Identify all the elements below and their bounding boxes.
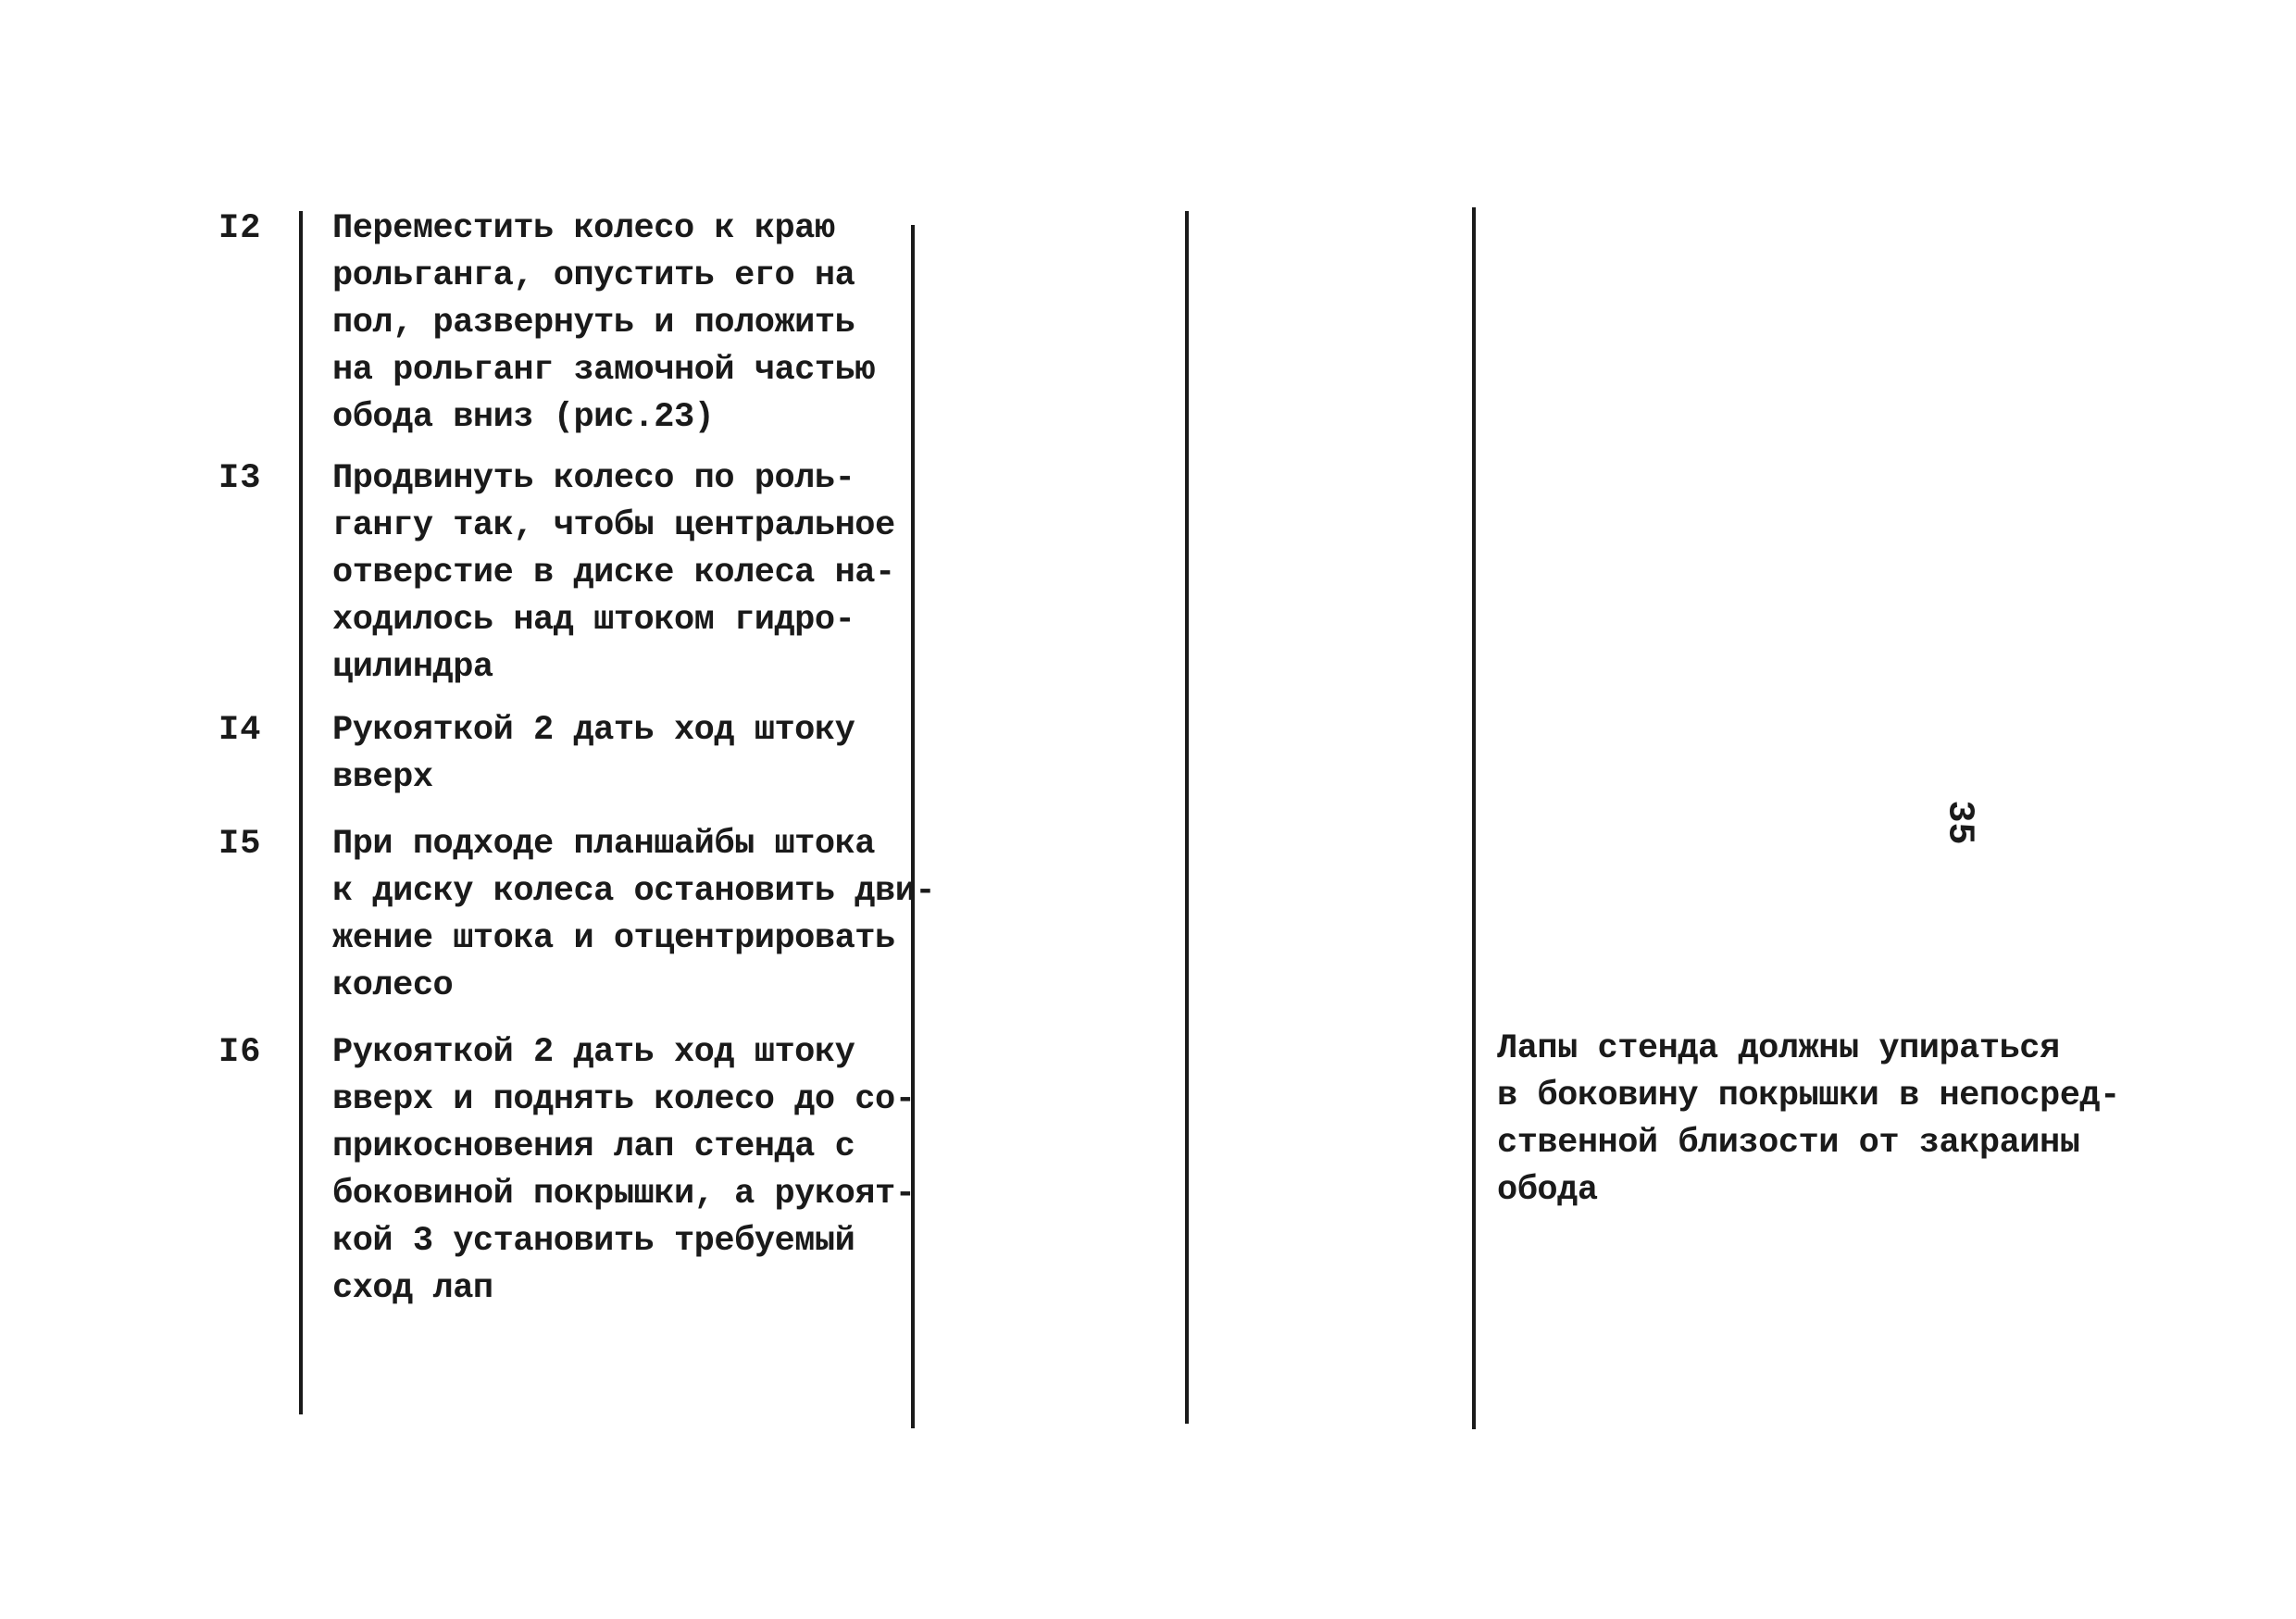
column-divider-4	[1472, 207, 1476, 1429]
step-number: I6	[218, 1033, 262, 1072]
step-number: I3	[218, 459, 262, 498]
column-divider-3	[1185, 211, 1189, 1424]
page-number: 35	[1938, 800, 1980, 845]
step-text: Рукояткой 2 дать ход штоку вверх	[332, 711, 855, 797]
column-divider-1	[299, 211, 303, 1414]
step-text: Рукояткой 2 дать ход штоку вверх и поднять колесо до со- прикосновения лап стенда с боковиной покрышки, а рукоят- кой 3 установить требуемый сход лап	[332, 1033, 916, 1308]
step-number: I2	[218, 209, 262, 248]
step-text: Продвинуть колесо по роль- гангу так, чтобы центральное отверстие в диске колеса на- ходилось над штоком гидро- цилиндра	[332, 459, 895, 687]
step-text: При подходе планшайбы штока к диску колеса остановить дви- жение штока и отцентрировать колесо	[332, 825, 936, 1005]
step-text: Переместить колесо к краю рольганга, опустить его на пол, развернуть и положить на рольганг замочной частью обода вниз (рис.23)	[332, 209, 875, 437]
step-number: I4	[218, 711, 262, 750]
step-number: I5	[218, 825, 262, 864]
remark-text: Лапы стенда должны упираться в боковину покрышки в непосред- ственной близости от закраины обода	[1497, 1029, 2120, 1210]
